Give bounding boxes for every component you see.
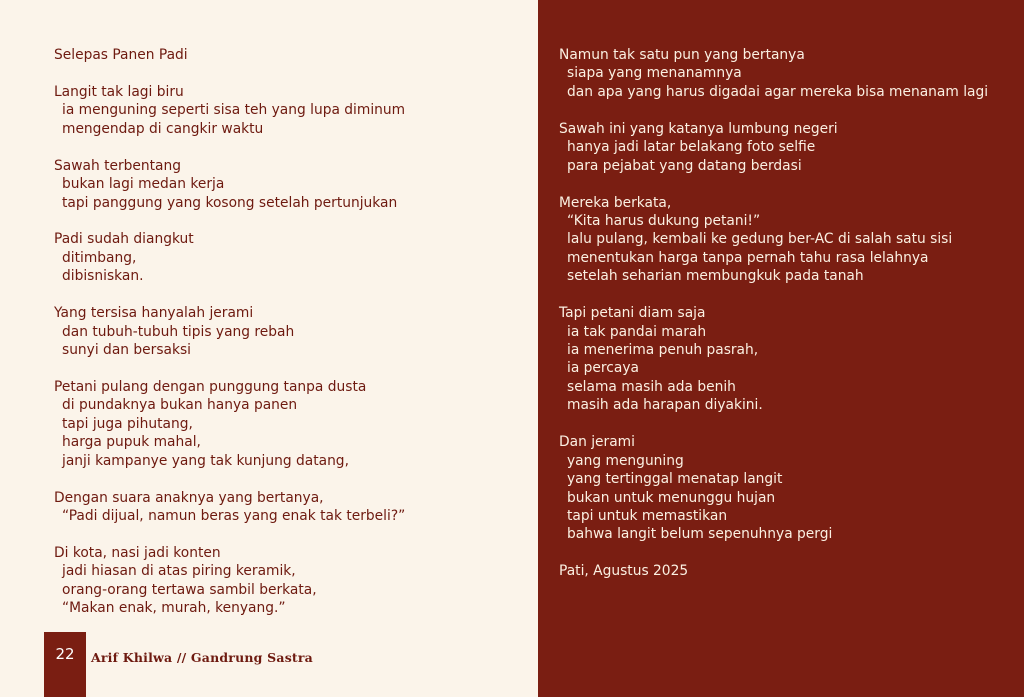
poem-line: ia percaya <box>567 360 639 377</box>
poem-line: masih ada harapan diyakini. <box>567 397 763 414</box>
poem-line: selama masih ada benih <box>567 378 736 395</box>
poem-line: ia menerima penuh pasrah, <box>567 342 759 358</box>
right-poem-text <box>559 46 988 581</box>
stanza-break <box>559 415 988 433</box>
poem-line: tapi panggung yang kosong setelah pertunjukan <box>62 194 398 211</box>
poem-line: dibisniskan. <box>62 268 144 285</box>
poem-line: harga pupuk mahal, <box>62 434 201 451</box>
stanza-break <box>559 101 988 119</box>
poem-line: setelah seharian membungkuk pada tanah <box>567 268 864 285</box>
poem-line: Padi sudah diangkut <box>54 231 194 248</box>
poem-line: Selepas Panen Padi <box>54 47 188 63</box>
poem-line: para pejabat yang datang berdasi <box>567 157 802 174</box>
stanza-break <box>54 64 405 82</box>
poem-line: Namun tak satu pun yang bertanya <box>559 47 805 63</box>
poem-line: yang menguning <box>567 452 684 469</box>
poem-line: tapi juga pihutang, <box>62 415 193 432</box>
poem-line: “Padi dijual, namun beras yang enak tak terbeli?” <box>62 507 406 524</box>
page-number-box <box>44 632 86 697</box>
poem-line: Sawah terbentang <box>54 157 182 174</box>
poem-line: jadi hiasan di atas piring keramik, <box>62 563 296 580</box>
stanza-break <box>559 544 988 562</box>
stanza-break <box>54 138 405 156</box>
poem-line: hanya jadi latar belakang foto selfie <box>567 139 816 156</box>
poem-line: dan tubuh-tubuh tipis yang rebah <box>62 323 295 340</box>
poem-line: ia menguning seperti sisa teh yang lupa diminum <box>62 102 406 119</box>
poem-line: Pati, Agustus 2025 <box>559 563 689 580</box>
poem-line: sunyi dan bersaksi <box>62 342 191 358</box>
poem-line: Sawah ini yang katanya lumbung negeri <box>559 120 838 137</box>
poem-line: orang-orang tertawa sambil berkata, <box>62 581 317 598</box>
poem-line: Langit tak lagi biru <box>54 83 184 100</box>
poem-line: Yang tersisa hanyalah jerami <box>54 305 254 322</box>
poem-line: Petani pulang dengan punggung tanpa dusta <box>54 378 367 395</box>
poem-line: Tapi petani diam saja <box>559 305 706 322</box>
poem-line: Dengan suara anaknya yang bertanya, <box>54 489 324 506</box>
poem-line: dan apa yang harus digadai agar mereka bisa menanam lagi <box>567 83 989 100</box>
stanza-break <box>54 359 405 377</box>
poem-line: di pundaknya bukan hanya panen <box>62 397 298 414</box>
stanza-break <box>559 175 988 193</box>
poem-line: ditimbang, <box>62 249 137 266</box>
poem-line: Mereka berkata, <box>559 194 672 211</box>
poem-line: bahwa langit belum sepenuhnya pergi <box>567 526 833 543</box>
poem-line: bukan lagi medan kerja <box>62 176 225 193</box>
footer-credit: Arif Khilwa // Gandrung Sastra <box>91 650 313 665</box>
left-poem-text <box>54 46 405 618</box>
stanza-break <box>54 286 405 304</box>
poem-line: lalu pulang, kembali ke gedung ber-AC di salah satu sisi <box>567 231 953 248</box>
poem-line: siapa yang menanamnya <box>567 65 742 82</box>
poem-line: mengendap di cangkir waktu <box>62 120 264 137</box>
poem-line: janji kampanye yang tak kunjung datang, <box>62 452 349 469</box>
poem-line: tapi untuk memastikan <box>567 507 728 524</box>
poem-line: Dan jerami <box>559 434 635 451</box>
poem-line: yang tertinggal menatap langit <box>567 471 783 488</box>
stanza-break <box>54 212 405 230</box>
poem-line: bukan untuk menunggu hujan <box>567 489 776 506</box>
stanza-break <box>54 470 405 488</box>
stanza-break <box>54 525 405 543</box>
poem-line: Di kota, nasi jadi konten <box>54 544 221 561</box>
stanza-break <box>559 286 988 304</box>
poem-line: menentukan harga tanpa pernah tahu rasa lelahnya <box>567 249 929 266</box>
page-number: 22 <box>55 645 75 663</box>
poem-line: “Makan enak, murah, kenyang.” <box>62 600 286 617</box>
poem-line: “Kita harus dukung petani!” <box>567 212 761 229</box>
poem-line: ia tak pandai marah <box>567 323 707 340</box>
